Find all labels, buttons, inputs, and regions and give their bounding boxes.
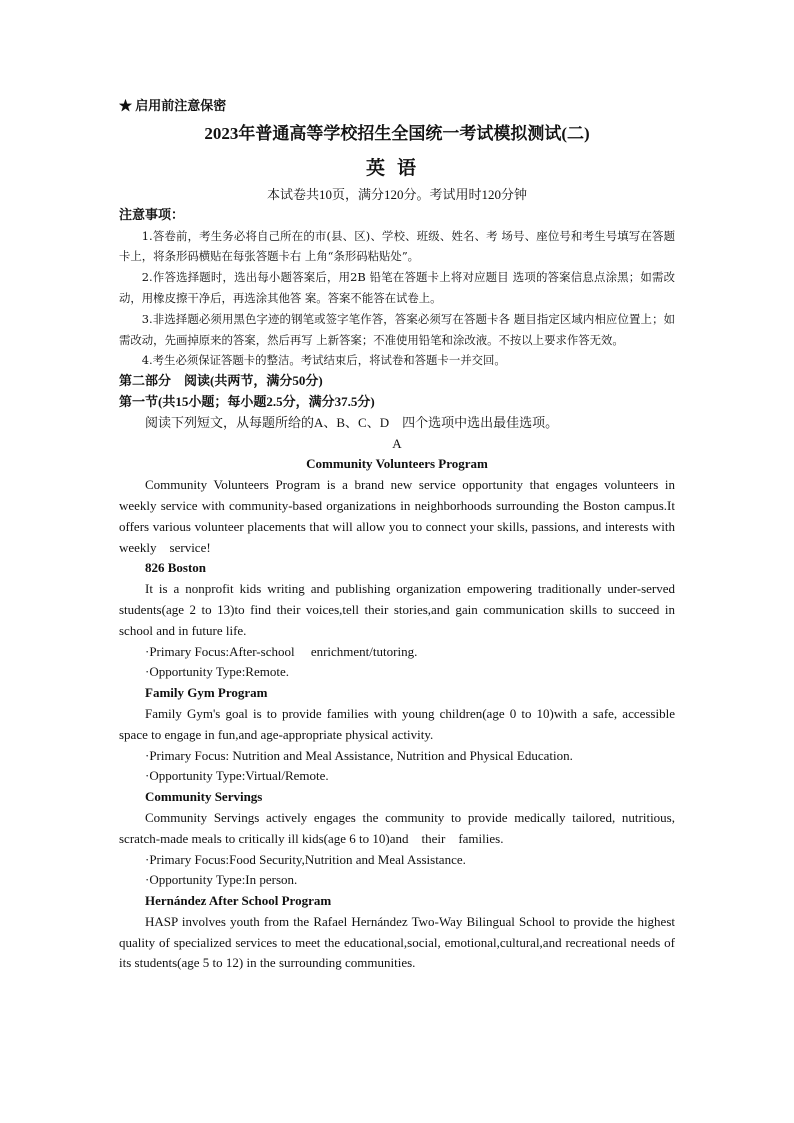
program-name: Community Servings <box>145 789 263 805</box>
notice-heading: 注意事项： <box>119 206 185 222</box>
program-desc: Community Servings actively engages the community to provide medically tailored, nutritious, scratch-made meals to critically ill kids(age 6 to 10)and their families. <box>119 809 675 846</box>
program-name: Family Gym Program <box>145 685 268 701</box>
part-heading: 第二部分 阅读(共两节，满分50分) <box>119 373 323 389</box>
notice-item: 2.作答选择题时，选出每小题答案后，用2B 铅笔在答题卡上将对应题目 选项的答案信息点涂黑；如需改动，用橡皮擦干净后，再选涂其他答 案。答案不能答在试卷上。 <box>119 270 675 305</box>
passage-letter: A <box>392 435 402 451</box>
notice-item: 4.考生必须保证答题卡的整洁。考试结束后，将试卷和答题卡一并交回。 <box>141 353 506 368</box>
subject-title: 英语 <box>365 157 428 179</box>
passage-title: Community Volunteers Program <box>306 456 488 472</box>
program-type: ·Opportunity Type:Remote. <box>145 664 289 680</box>
program-focus: ·Primary Focus: Nutrition and Meal Assistance, Nutrition and Physical Education. <box>145 747 573 763</box>
exam-title: 2023年普通高等学校招生全国统一考试模拟测试(二) <box>204 123 590 143</box>
notice-item: 3.非选择题必须用黑色字迹的钢笔或签字笔作答，答案必须写在答题卡各 题目指定区域内相应位置上；如需改动，先画掉原来的答案，然后再写 上新答案；不准使用铅笔和涂改液。不按以上要求作答无效。 <box>119 311 675 347</box>
program-desc: It is a nonprofit kids writing and publishing organization empowering traditionally under-served students(age 2 to 13)to find their voices,tell their stories,and gain communication skills to succeed in school and in future life. <box>119 581 675 638</box>
page-content <box>119 96 675 974</box>
program-type: ·Opportunity Type:Virtual/Remote. <box>145 768 329 784</box>
program-desc: Family Gym's goal is to provide families with young children(age 0 to 10)with a safe, accessible space to engage in fun,and age-appropriate physical activity. <box>119 705 675 742</box>
passage-intro: Community Volunteers Program is a brand new service opportunity that engages volunteers in weekly service with community-based organizations in neighborhoods surrounding the Boston campus.It offers various volunteer placements that will allow you to connect your skills, passions, and interests with weekly service! <box>119 477 675 555</box>
program-name: Hernández After School Program <box>145 893 332 909</box>
instruction-text: 阅读下列短文，从每题所给的A、B、C、D 四个选项中选出最佳选项。 <box>145 414 559 430</box>
section-heading: 第一节(共15小题；每小题2.5分，满分37.5分) <box>119 393 375 409</box>
exam-info: 本试卷共10页，满分120分。考试用时120分钟 <box>266 186 527 202</box>
program-focus: ·Primary Focus:After-school enrichment/tutoring. <box>145 643 418 659</box>
program-focus: ·Primary Focus:Food Security,Nutrition and Meal Assistance. <box>145 851 466 867</box>
program-desc: HASP involves youth from the Rafael Hernández Two-Way Bilingual School to provide the highest quality of specialized services to meet the educational,social, emotional,cultural,and recreational needs of its students(age 5 to 12) in the surrounding communities. <box>119 913 675 971</box>
confidential-label: ★ 启用前注意保密 <box>119 98 227 113</box>
notice-item: 1.答卷前，考生务必将自己所在的市(县、区)、学校、班级、姓名、考 场号、座位号和考生号填写在答题卡上，将条形码横贴在每张答题卡右 上角“条形码粘贴处”。 <box>119 228 675 264</box>
program-name: 826 Boston <box>145 560 207 576</box>
notice-section <box>119 205 675 371</box>
program-type: ·Opportunity Type:In person. <box>145 872 298 888</box>
